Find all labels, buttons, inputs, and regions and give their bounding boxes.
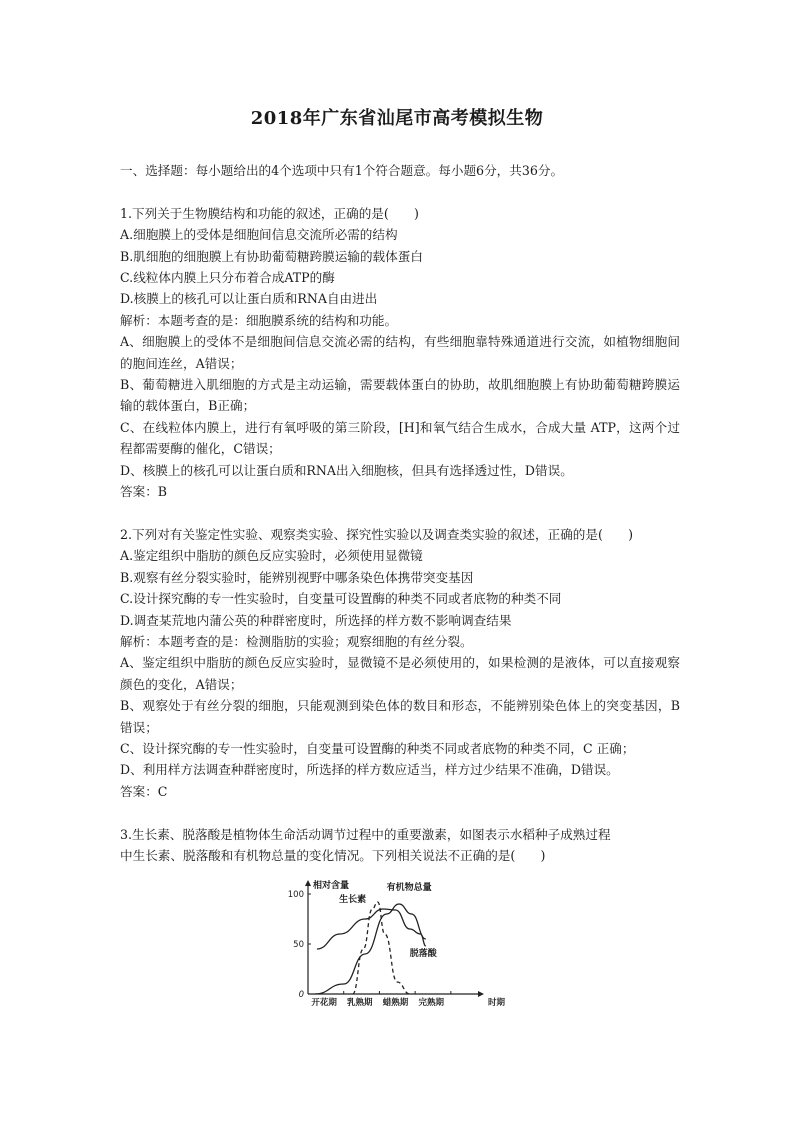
section-heading: 一、选择题：每小题给出的4个选项中只有1个符合题意。每小题6分，共36分。 xyxy=(120,163,564,178)
x-tick-label: 开花期 xyxy=(311,998,337,1008)
q1-option-a: A.细胞膜上的受体是细胞间信息交流所必需的结构 xyxy=(120,227,398,243)
x-tick-label: 完熟期 xyxy=(418,998,444,1008)
y-axis-arrow xyxy=(305,880,311,886)
q2-analysis-a: A、鉴定组织中脂肪的颜色反应实验时，显微镜不是必须使用的，如果检测的是液体，可以直接观察颜色的变化，A错误； xyxy=(120,655,680,692)
y-tick-label: 100 xyxy=(287,890,304,900)
series-label: 有机物总量 xyxy=(386,883,432,893)
document-title: 2018年广东省汕尾市高考模拟生物 xyxy=(250,108,544,129)
y-axis-label: 相对含量 xyxy=(313,881,350,891)
q1-analysis-a: A、细胞膜上的受体不是细胞间信息交流必需的结构，有些细胞靠特殊通道进行交流，如植物细胞间的胞间连丝，A错误； xyxy=(120,334,680,371)
q2-analysis-d: D、利用样方法调查种群密度时，所选择的样方数应适当，样方过少结果不准确，D错误。 xyxy=(120,762,619,778)
q2-stem: 2.下列对有关鉴定性实验、观察类实验、探究性实验以及调查类实验的叙述，正确的是( ) xyxy=(120,526,633,542)
q2-analysis-c: C、设计探究酶的专一性实验时，自变量可设置酶的种类不同或者底物的种类不同，C 正确； xyxy=(120,740,635,756)
q1-answer: 答案：B xyxy=(120,484,168,500)
series-label: 脱落酸 xyxy=(409,949,437,959)
x-axis-label: 时期 xyxy=(488,998,506,1008)
q1-option-d: D.核膜上的核孔可以让蛋白质和RNA自由进出 xyxy=(120,291,378,307)
x-tick-label: 乳熟期 xyxy=(347,998,373,1008)
q2-option-a: A.鉴定组织中脂肪的颜色反应实验时，必须使用显微镜 xyxy=(120,548,423,564)
q1-analysis-c: C、在线粒体内膜上，进行有氧呼吸的第三阶段，[H]和氧气结合生成水，合成大量 ATP，这两个过程都需要酶的催化，C错误； xyxy=(120,419,680,457)
x-tick-label: 蜡熟期 xyxy=(382,998,409,1008)
q1-analysis-intro: 解析：本题考查的是：细胞膜系统的结构和功能。 xyxy=(120,312,398,328)
q2-option-c: C.设计探究酶的专一性实验时，自变量可设置酶的种类不同或者底物的种类不同 xyxy=(120,591,562,607)
series-label: 生长素 xyxy=(339,895,367,905)
q2-option-d: D.调查某荒地内蒲公英的种群密度时，所选择的样方数不影响调查结果 xyxy=(120,612,512,628)
q1-analysis-b: B、葡萄糖进入肌细胞的方式是主动运输，需要载体蛋白的协助，故肌细胞膜上有协助葡萄糖跨膜运输的载体蛋白，B正确； xyxy=(120,377,680,414)
x-axis-arrow xyxy=(478,991,484,997)
series-line-2 xyxy=(317,909,426,949)
y-tick-label: 0 xyxy=(298,990,304,1000)
q1-analysis-d: D、核膜上的核孔可以让蛋白质和RNA出入细胞核，但具有选择透过性，D错误。 xyxy=(120,462,573,478)
q3-stem-line1: 3.生长素、脱落酸是植物体生命活动调节过程中的重要激素，如图表示水稻种子成熟过程 xyxy=(120,826,611,842)
q2-option-b: B.观察有丝分裂实验时，能辨别视野中哪条染色体携带突变基因 xyxy=(120,569,474,585)
q1-option-c: C.线粒体内膜上只分布着合成ATP的酶 xyxy=(120,270,335,286)
q3-stem-line2: 中生长素、脱落酸和有机物总量的变化情况。下列相关说法不正确的是( ) xyxy=(120,847,546,863)
q2-answer: 答案：C xyxy=(120,783,168,799)
q2-analysis-intro: 解析：本题考查的是：检测脂肪的实验；观察细胞的有丝分裂。 xyxy=(120,633,473,649)
hormone-chart xyxy=(282,872,506,1012)
hormone-chart-svg xyxy=(282,872,506,1012)
document-body xyxy=(120,160,680,866)
q1-option-b: B.肌细胞的细胞膜上有协助葡萄糖跨膜运输的载体蛋白 xyxy=(120,248,423,264)
q2-analysis-b: B、观察处于有丝分裂的细胞，只能观测到染色体的数目和形态，不能辨别染色体上的突变基因，B错误； xyxy=(120,698,680,735)
y-tick-label: 50 xyxy=(293,940,304,950)
q1-stem: 1.下列关于生物膜结构和功能的叙述，正确的是( ) xyxy=(120,205,419,221)
